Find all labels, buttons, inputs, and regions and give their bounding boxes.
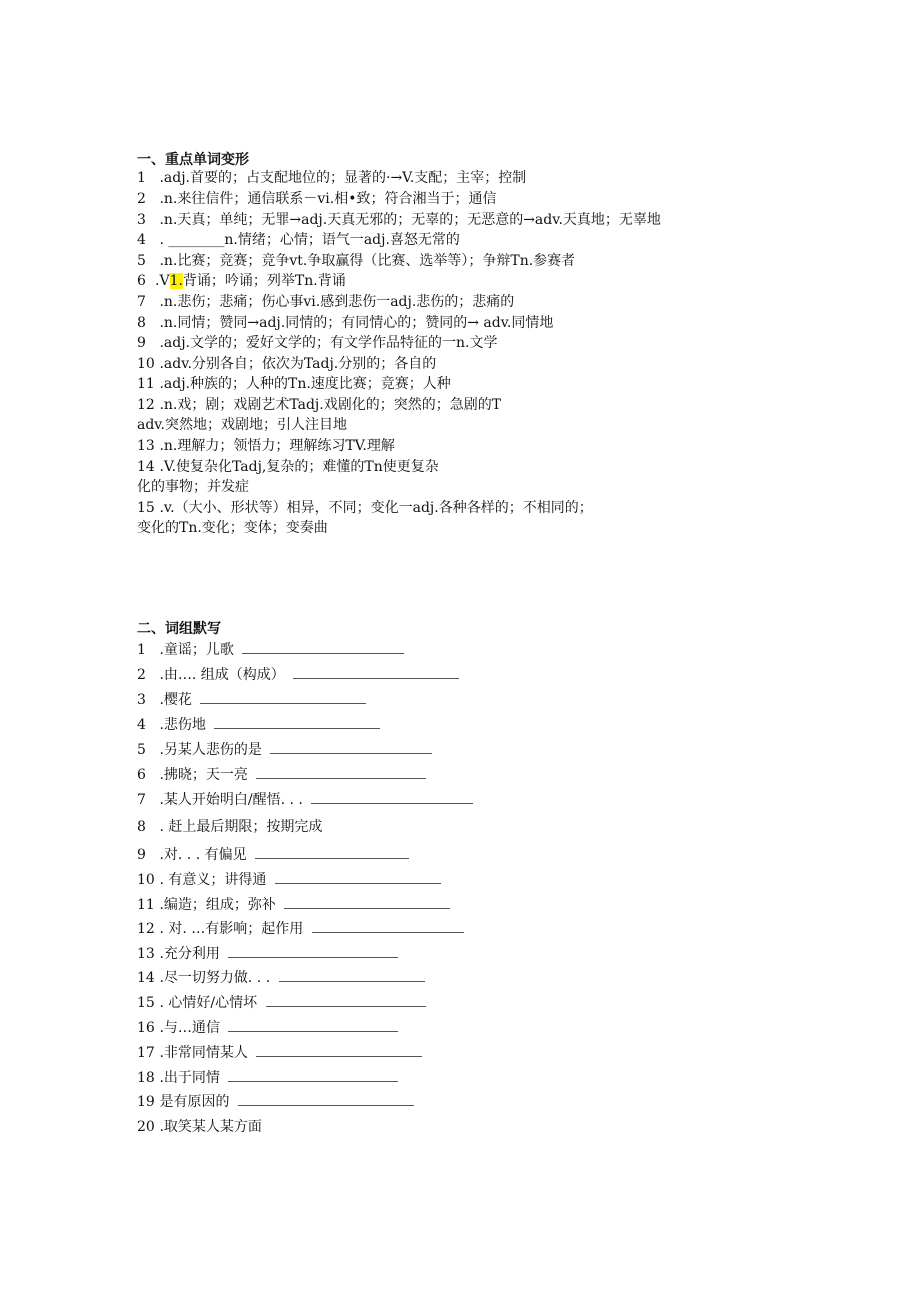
phrase-item-18 <box>137 1069 398 1087</box>
word-item-9 <box>137 334 497 352</box>
answer-blank[interactable] <box>312 920 464 933</box>
answer-blank[interactable] <box>275 871 441 884</box>
item-number: 11 <box>137 897 155 913</box>
phrase-item-6 <box>137 766 426 784</box>
phrase-item-7 <box>137 791 473 809</box>
item-number: 10 <box>137 872 155 888</box>
section-2-title: 二、词组默写 <box>137 621 221 637</box>
phrase-item-10 <box>137 871 441 889</box>
item-number: 7 <box>137 294 146 310</box>
answer-blank[interactable] <box>270 741 432 754</box>
item-number: 1 <box>137 642 146 658</box>
phrase-item-14 <box>137 969 425 987</box>
item-text: .尽一切努力做. . . <box>159 970 271 986</box>
item-text: .与…通信 <box>159 1020 220 1036</box>
item-number: 4 <box>137 232 146 248</box>
answer-blank[interactable] <box>242 641 404 654</box>
item-text: . 对. …有影响；起作用 <box>159 921 304 937</box>
item-number: 1 <box>137 170 146 186</box>
item-text: .某人开始明白/醒悟. . . <box>159 792 303 808</box>
item-number: 8 <box>137 315 146 331</box>
phrase-item-17 <box>137 1044 422 1062</box>
word-item-5 <box>137 252 575 270</box>
item-number: 20 <box>137 1119 155 1135</box>
item-text: .n.比赛；竞赛；竞争vt.争取赢得（比赛、选举等）；争辩Tn.参赛者 <box>159 253 576 269</box>
item-text: .adj.文学的；爱好文学的；有文学作品特征的一n.文学 <box>159 335 498 351</box>
phrase-item-1 <box>137 641 404 659</box>
answer-blank[interactable] <box>311 791 473 804</box>
item-text: 背诵；吟诵；列举Tn.背诵 <box>182 273 346 289</box>
item-number: 3 <box>137 692 146 708</box>
word-item-8 <box>137 314 553 332</box>
answer-blank[interactable] <box>266 994 426 1007</box>
item-number: 19 <box>137 1094 155 1110</box>
item-number: 8 <box>137 819 146 835</box>
word-item-2 <box>137 190 496 208</box>
answer-blank[interactable] <box>214 716 380 729</box>
item-text: .adv.分别各自；依次为Tadj.分别的；各自的 <box>159 356 437 372</box>
word-item-3 <box>137 211 661 229</box>
phrase-item-20 <box>137 1118 262 1136</box>
item-text: . 心情好/心情坏 <box>159 995 258 1011</box>
item-number: 2 <box>137 191 146 207</box>
answer-blank[interactable] <box>228 1019 398 1032</box>
item-text: .n.同情；赞同→adj.同情的；有同情心的；赞同的→ adv.同情地 <box>159 315 554 331</box>
item-text: .n.天真；单纯；无罪→adj.天真无邪的；无辜的；无恶意的→adv.天真地；无辜地 <box>159 212 661 228</box>
word-item-1 <box>137 169 526 187</box>
item-text: .n.悲伤；悲痛；伤心事vi.感到悲伤一adj.悲伤的；悲痛的 <box>159 294 515 310</box>
item-text: 变化的Tn.变化；变体；变奏曲 <box>137 520 328 536</box>
item-text: .由…. 组成（构成） <box>159 667 285 683</box>
item-number: 15 <box>137 995 155 1011</box>
answer-blank[interactable] <box>228 1069 398 1082</box>
word-item-4 <box>137 231 460 249</box>
answer-blank[interactable] <box>279 969 425 982</box>
item-text: .V.使复杂化Tadj,复杂的；难懂的Tn使更复杂 <box>159 459 439 475</box>
phrase-item-15 <box>137 994 426 1012</box>
answer-blank[interactable] <box>284 896 450 909</box>
item-text: .n.戏；剧；戏剧艺术Tadj.戏剧化的；突然的；急剧的T <box>159 397 502 413</box>
item-text: .出于同情 <box>159 1070 220 1086</box>
item-number: 15 <box>137 500 155 516</box>
answer-blank[interactable] <box>256 766 426 779</box>
answer-blank[interactable] <box>200 691 366 704</box>
word-item-11 <box>137 375 451 393</box>
answer-blank[interactable] <box>238 1093 414 1106</box>
phrase-item-2 <box>137 666 459 684</box>
item-number: 16 <box>137 1020 155 1036</box>
phrase-item-5 <box>137 741 432 759</box>
word-item-12 <box>137 396 501 414</box>
phrase-item-16 <box>137 1019 398 1037</box>
item-text: .adj.种族的；人种的Tn.速度比赛；竞赛；人种 <box>159 376 451 392</box>
item-text: .v.（大小、形状等）相异，不同；变化一adj.各种各样的；不相同的； <box>159 500 593 516</box>
item-text: .取笑某人某方面 <box>159 1119 262 1135</box>
item-number: 3 <box>137 212 146 228</box>
item-text: .童谣；儿歌 <box>159 642 234 658</box>
word-item-7 <box>137 293 514 311</box>
word-item-15-continued <box>137 519 328 537</box>
word-item-6 <box>137 272 346 290</box>
item-number: 17 <box>137 1045 155 1061</box>
item-text: 是有原因的 <box>159 1094 230 1110</box>
phrase-item-12 <box>137 920 464 938</box>
item-number: 4 <box>137 717 146 733</box>
section-1-title: 一、重点单词变形 <box>137 152 249 168</box>
item-text: .充分利用 <box>159 946 220 962</box>
highlighted-text: 1. <box>169 273 183 289</box>
item-number: 6 <box>137 273 146 289</box>
phrase-item-13 <box>137 945 398 963</box>
item-number: 9 <box>137 847 146 863</box>
item-text: .非常同情某人 <box>159 1045 248 1061</box>
item-number: 13 <box>137 438 155 454</box>
word-item-12-continued <box>137 416 347 434</box>
item-number: 2 <box>137 667 146 683</box>
item-text: adv.突然地；戏剧地；引人注目地 <box>137 417 348 433</box>
item-text: .另某人悲伤的是 <box>159 742 262 758</box>
answer-blank[interactable] <box>293 666 459 679</box>
item-text: .对. . . 有偏见 <box>159 847 247 863</box>
item-number: 12 <box>137 921 155 937</box>
item-text: .樱花 <box>159 692 192 708</box>
item-text: . 有意义；讲得通 <box>159 872 267 888</box>
item-number: 10 <box>137 356 155 372</box>
answer-blank[interactable] <box>255 846 409 859</box>
item-number: 14 <box>137 459 155 475</box>
phrase-item-9 <box>137 846 409 864</box>
item-text: . ________n.情绪；心情；语气一adj.喜怒无常的 <box>159 232 460 248</box>
item-text: .n.来往信件；通信联系－vi.相•致；符合湘当于；通信 <box>159 191 497 207</box>
item-text: . 赶上最后期限；按期完成 <box>159 819 323 835</box>
item-prefix: .V <box>155 273 170 289</box>
item-number: 9 <box>137 335 146 351</box>
item-text: .拂晓；天一亮 <box>159 767 248 783</box>
word-item-14-continued <box>137 478 249 496</box>
item-number: 7 <box>137 792 146 808</box>
item-number: 6 <box>137 767 146 783</box>
item-text: .adj.首要的；占支配地位的；显著的·→V.支配；主宰；控制 <box>159 170 527 186</box>
word-item-15 <box>137 499 593 517</box>
answer-blank[interactable] <box>228 945 398 958</box>
word-item-10 <box>137 355 436 373</box>
item-number: 18 <box>137 1070 155 1086</box>
word-item-13 <box>137 437 395 455</box>
item-text: .悲伤地 <box>159 717 206 733</box>
phrase-item-11 <box>137 896 450 914</box>
answer-blank[interactable] <box>256 1044 422 1057</box>
item-number: 5 <box>137 253 146 269</box>
item-text: .n.理解力；领悟力；理解练习TV.理解 <box>159 438 395 454</box>
item-number: 11 <box>137 376 155 392</box>
phrase-item-4 <box>137 716 380 734</box>
word-item-14 <box>137 458 439 476</box>
phrase-item-19 <box>137 1093 414 1111</box>
item-number: 12 <box>137 397 155 413</box>
item-number: 14 <box>137 970 155 986</box>
item-number: 5 <box>137 742 146 758</box>
phrase-item-8 <box>137 818 322 836</box>
phrase-item-3 <box>137 691 366 709</box>
item-text: 化的事物；并发症 <box>137 479 249 495</box>
item-number: 13 <box>137 946 155 962</box>
item-text: .编造；组成；弥补 <box>159 897 276 913</box>
